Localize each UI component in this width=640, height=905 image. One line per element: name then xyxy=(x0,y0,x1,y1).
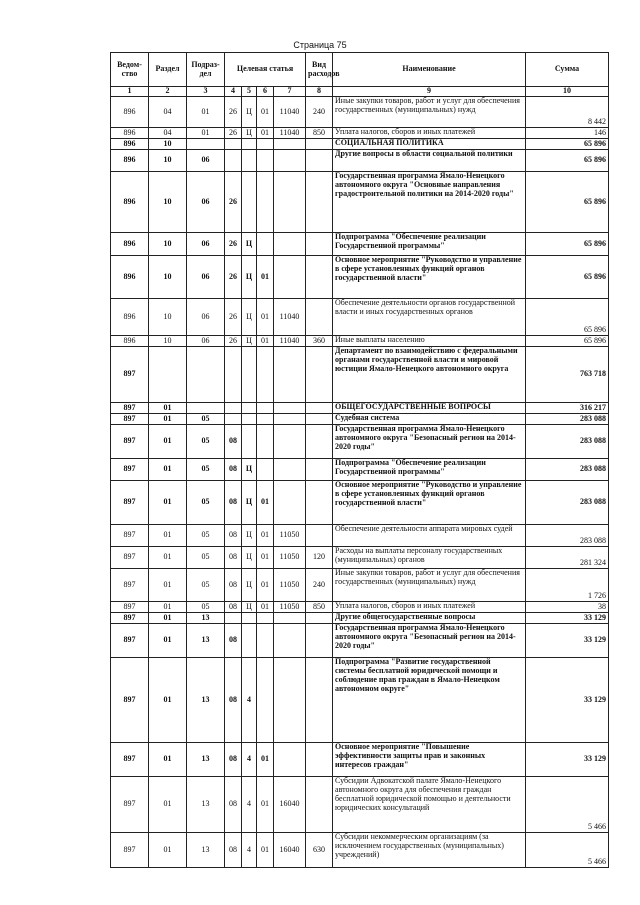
table-row xyxy=(111,481,609,525)
col-num: 1 xyxy=(111,87,149,97)
cell-expense-type xyxy=(306,624,333,658)
cell-section: 01 xyxy=(149,569,187,602)
cell-direction xyxy=(274,658,306,743)
cell-expense-type xyxy=(306,139,333,150)
cell-activity xyxy=(257,425,274,459)
cell-subprogram: Ц xyxy=(242,547,257,569)
cell-direction xyxy=(274,139,306,150)
table-row xyxy=(111,425,609,459)
cell-direction xyxy=(274,613,306,624)
cell-direction: 11050 xyxy=(274,547,306,569)
table-row xyxy=(111,777,609,833)
cell-dept: 897 xyxy=(111,481,149,525)
cell-program: 08 xyxy=(225,624,242,658)
header-row xyxy=(111,53,609,87)
cell-name: Государственная программа Ямало-Ненецкого автономного округа "Безопасный регион на 2014-2020 годы" xyxy=(333,624,526,658)
cell-program xyxy=(225,150,242,172)
cell-direction: 11050 xyxy=(274,525,306,547)
cell-dept: 897 xyxy=(111,403,149,414)
cell-dept: 897 xyxy=(111,547,149,569)
col-num: 9 xyxy=(333,87,526,97)
cell-dept: 897 xyxy=(111,624,149,658)
cell-direction: 11050 xyxy=(274,602,306,613)
cell-dept: 897 xyxy=(111,414,149,425)
cell-expense-type xyxy=(306,658,333,743)
cell-section: 01 xyxy=(149,613,187,624)
cell-name: Подпрограмма "Развитие государственной системы бесплатной юридической помощи и соблюдение прав граждан в Ямало-Ненецком автономном округе" xyxy=(333,658,526,743)
cell-program: 08 xyxy=(225,459,242,481)
col-num: 7 xyxy=(274,87,306,97)
cell-expense-type xyxy=(306,743,333,777)
cell-expense-type xyxy=(306,256,333,299)
cell-section: 10 xyxy=(149,299,187,336)
cell-sum: 65 896 xyxy=(526,336,609,347)
table-row xyxy=(111,459,609,481)
cell-subsection: 01 xyxy=(187,128,225,139)
cell-section xyxy=(149,347,187,403)
cell-program xyxy=(225,139,242,150)
cell-activity xyxy=(257,403,274,414)
cell-dept: 897 xyxy=(111,459,149,481)
table-row xyxy=(111,414,609,425)
cell-subsection: 06 xyxy=(187,336,225,347)
cell-dept: 897 xyxy=(111,833,149,868)
cell-expense-type xyxy=(306,481,333,525)
cell-section: 04 xyxy=(149,128,187,139)
cell-direction xyxy=(274,233,306,256)
cell-subprogram xyxy=(242,172,257,233)
cell-dept: 897 xyxy=(111,743,149,777)
cell-subsection: 06 xyxy=(187,299,225,336)
cell-sum: 33 129 xyxy=(526,743,609,777)
cell-expense-type xyxy=(306,299,333,336)
table-row xyxy=(111,833,609,868)
table-row xyxy=(111,347,609,403)
cell-section: 01 xyxy=(149,525,187,547)
header-expense-type: Вид расходов xyxy=(306,53,333,87)
cell-program: 26 xyxy=(225,256,242,299)
table-row xyxy=(111,525,609,547)
table-row xyxy=(111,403,609,414)
cell-sum: 283 088 xyxy=(526,414,609,425)
cell-program xyxy=(225,403,242,414)
cell-sum: 5 466 xyxy=(526,833,609,868)
cell-subprogram xyxy=(242,414,257,425)
cell-program: 08 xyxy=(225,569,242,602)
cell-dept: 896 xyxy=(111,233,149,256)
cell-program: 26 xyxy=(225,97,242,128)
cell-subsection: 06 xyxy=(187,233,225,256)
cell-activity xyxy=(257,347,274,403)
cell-sum: 8 442 xyxy=(526,97,609,128)
cell-sum: 283 088 xyxy=(526,525,609,547)
cell-sum: 283 088 xyxy=(526,481,609,525)
cell-name: Подпрограмма "Обеспечение реализации Государственной программы" xyxy=(333,233,526,256)
table-row xyxy=(111,336,609,347)
cell-dept: 897 xyxy=(111,425,149,459)
cell-activity xyxy=(257,459,274,481)
cell-subsection: 05 xyxy=(187,602,225,613)
cell-subsection: 05 xyxy=(187,525,225,547)
cell-sum: 38 xyxy=(526,602,609,613)
cell-subsection xyxy=(187,139,225,150)
table-row xyxy=(111,233,609,256)
cell-sum: 65 896 xyxy=(526,172,609,233)
cell-name: Государственная программа Ямало-Ненецкого автономного округа "Безопасный регион на 2014-2020 годы" xyxy=(333,425,526,459)
cell-dept: 897 xyxy=(111,569,149,602)
cell-name: Иные выплаты населению xyxy=(333,336,526,347)
cell-name: Другие общегосударственные вопросы xyxy=(333,613,526,624)
table-row xyxy=(111,658,609,743)
cell-section: 01 xyxy=(149,425,187,459)
cell-direction xyxy=(274,150,306,172)
cell-section: 10 xyxy=(149,172,187,233)
cell-sum: 33 129 xyxy=(526,658,609,743)
cell-sum: 283 088 xyxy=(526,459,609,481)
column-number-row xyxy=(111,87,609,97)
cell-subprogram: Ц xyxy=(242,256,257,299)
cell-name: Иные закупки товаров, работ и услуг для обеспечения государственных (муниципальных) нужд xyxy=(333,97,526,128)
cell-name: Обеспечение деятельности аппарата мировых судей xyxy=(333,525,526,547)
cell-name: Департамент по взаимодействию с федеральными органами государственной власти и мировой юстиции Ямало-Ненецкого автономного округа xyxy=(333,347,526,403)
cell-dept: 896 xyxy=(111,150,149,172)
table-row xyxy=(111,139,609,150)
table-row xyxy=(111,172,609,233)
cell-sum: 65 896 xyxy=(526,233,609,256)
cell-dept: 896 xyxy=(111,172,149,233)
cell-subsection: 05 xyxy=(187,481,225,525)
cell-direction: 16040 xyxy=(274,833,306,868)
budget-table xyxy=(110,52,609,868)
cell-program xyxy=(225,414,242,425)
col-num: 3 xyxy=(187,87,225,97)
cell-subsection: 05 xyxy=(187,547,225,569)
cell-name: Расходы на выплаты персоналу государственных (муниципальных) органов xyxy=(333,547,526,569)
cell-activity xyxy=(257,172,274,233)
cell-section: 10 xyxy=(149,336,187,347)
cell-sum: 316 217 xyxy=(526,403,609,414)
cell-section: 01 xyxy=(149,403,187,414)
cell-dept: 897 xyxy=(111,777,149,833)
cell-expense-type xyxy=(306,525,333,547)
cell-name: Субсидии некоммерческим организациям (за исключением государственных (муниципальных) учреждений) xyxy=(333,833,526,868)
cell-activity xyxy=(257,139,274,150)
cell-section: 01 xyxy=(149,459,187,481)
cell-sum: 1 726 xyxy=(526,569,609,602)
cell-program: 26 xyxy=(225,172,242,233)
cell-section: 01 xyxy=(149,833,187,868)
cell-activity: 01 xyxy=(257,299,274,336)
table-row xyxy=(111,624,609,658)
cell-sum: 146 xyxy=(526,128,609,139)
cell-section: 10 xyxy=(149,139,187,150)
cell-activity: 01 xyxy=(257,97,274,128)
cell-subprogram: Ц xyxy=(242,128,257,139)
cell-expense-type: 240 xyxy=(306,97,333,128)
cell-expense-type xyxy=(306,414,333,425)
cell-name: Субсидии Адвокатской палате Ямало-Ненецкого автономного округа для обеспечения граждан бесплатной юридической помощью и деятельности юридических консультаций xyxy=(333,777,526,833)
cell-subprogram: Ц xyxy=(242,299,257,336)
cell-direction: 11040 xyxy=(274,336,306,347)
cell-subsection: 05 xyxy=(187,414,225,425)
cell-direction xyxy=(274,481,306,525)
col-num: 8 xyxy=(306,87,333,97)
col-num: 6 xyxy=(257,87,274,97)
cell-subprogram: Ц xyxy=(242,569,257,602)
cell-dept: 897 xyxy=(111,613,149,624)
header-dept: Ведом-ство xyxy=(111,53,149,87)
cell-subprogram: Ц xyxy=(242,336,257,347)
cell-subsection: 13 xyxy=(187,613,225,624)
cell-section: 10 xyxy=(149,233,187,256)
cell-dept: 896 xyxy=(111,256,149,299)
col-num: 4 xyxy=(225,87,242,97)
cell-direction xyxy=(274,403,306,414)
table-row xyxy=(111,602,609,613)
table-row xyxy=(111,128,609,139)
cell-dept: 897 xyxy=(111,602,149,613)
cell-activity xyxy=(257,150,274,172)
cell-direction: 16040 xyxy=(274,777,306,833)
cell-direction xyxy=(274,624,306,658)
table-row xyxy=(111,613,609,624)
cell-subprogram xyxy=(242,347,257,403)
cell-direction: 11050 xyxy=(274,569,306,602)
cell-direction: 11040 xyxy=(274,128,306,139)
cell-subsection: 06 xyxy=(187,150,225,172)
cell-direction: 11040 xyxy=(274,97,306,128)
cell-program: 08 xyxy=(225,743,242,777)
cell-subsection: 05 xyxy=(187,459,225,481)
cell-subprogram: Ц xyxy=(242,525,257,547)
cell-expense-type xyxy=(306,347,333,403)
cell-expense-type xyxy=(306,233,333,256)
cell-expense-type: 630 xyxy=(306,833,333,868)
cell-direction xyxy=(274,425,306,459)
cell-activity: 01 xyxy=(257,743,274,777)
cell-dept: 896 xyxy=(111,139,149,150)
cell-expense-type xyxy=(306,403,333,414)
cell-section: 10 xyxy=(149,150,187,172)
cell-program: 26 xyxy=(225,336,242,347)
cell-dept: 897 xyxy=(111,658,149,743)
cell-program: 08 xyxy=(225,525,242,547)
cell-subprogram: Ц xyxy=(242,233,257,256)
cell-expense-type xyxy=(306,777,333,833)
cell-program: 08 xyxy=(225,833,242,868)
table-row xyxy=(111,743,609,777)
cell-activity: 01 xyxy=(257,602,274,613)
cell-subprogram: 4 xyxy=(242,777,257,833)
cell-activity xyxy=(257,233,274,256)
page-number: Страница 75 xyxy=(293,40,347,50)
cell-activity: 01 xyxy=(257,547,274,569)
cell-direction xyxy=(274,414,306,425)
cell-direction: 11040 xyxy=(274,299,306,336)
table-row xyxy=(111,97,609,128)
cell-name: Основное мероприятие "Руководство и управление в сфере установленных функций органов государственной власти" xyxy=(333,481,526,525)
cell-subsection: 01 xyxy=(187,97,225,128)
cell-expense-type: 850 xyxy=(306,128,333,139)
cell-activity xyxy=(257,613,274,624)
cell-sum: 65 896 xyxy=(526,139,609,150)
cell-activity: 01 xyxy=(257,777,274,833)
cell-name: Судебная система xyxy=(333,414,526,425)
cell-dept: 896 xyxy=(111,97,149,128)
header-section: Раздел xyxy=(149,53,187,87)
cell-subsection xyxy=(187,403,225,414)
cell-sum: 33 129 xyxy=(526,613,609,624)
cell-subprogram: Ц xyxy=(242,97,257,128)
cell-activity: 01 xyxy=(257,569,274,602)
cell-activity xyxy=(257,414,274,425)
cell-name: Другие вопросы в области социальной политики xyxy=(333,150,526,172)
col-num: 10 xyxy=(526,87,609,97)
cell-section: 01 xyxy=(149,481,187,525)
cell-subsection: 05 xyxy=(187,425,225,459)
cell-name: Основное мероприятие "Руководство и управление в сфере установленных функций органов государственной власти" xyxy=(333,256,526,299)
cell-program: 08 xyxy=(225,547,242,569)
cell-subsection xyxy=(187,347,225,403)
cell-activity: 01 xyxy=(257,128,274,139)
cell-sum: 281 324 xyxy=(526,547,609,569)
cell-name: Государственная программа Ямало-Ненецкого автономного округа "Основные направления градостроительной политики на 2014-2020 годы" xyxy=(333,172,526,233)
cell-name: Уплата налогов, сборов и иных платежей xyxy=(333,128,526,139)
cell-subsection: 13 xyxy=(187,833,225,868)
header-subsection: Подраз-дел xyxy=(187,53,225,87)
cell-subprogram: Ц xyxy=(242,481,257,525)
table-row xyxy=(111,569,609,602)
table-row xyxy=(111,150,609,172)
cell-subsection: 13 xyxy=(187,624,225,658)
cell-expense-type: 850 xyxy=(306,602,333,613)
cell-direction xyxy=(274,743,306,777)
table-row xyxy=(111,256,609,299)
cell-expense-type xyxy=(306,172,333,233)
cell-section: 04 xyxy=(149,97,187,128)
cell-section: 01 xyxy=(149,547,187,569)
cell-name: ОБЩЕГОСУДАРСТВЕННЫЕ ВОПРОСЫ xyxy=(333,403,526,414)
cell-subsection: 06 xyxy=(187,172,225,233)
cell-sum: 283 088 xyxy=(526,425,609,459)
col-num: 2 xyxy=(149,87,187,97)
cell-subprogram: Ц xyxy=(242,602,257,613)
cell-subsection: 13 xyxy=(187,743,225,777)
cell-subsection: 13 xyxy=(187,658,225,743)
cell-sum: 763 718 xyxy=(526,347,609,403)
cell-activity: 01 xyxy=(257,525,274,547)
cell-section: 10 xyxy=(149,256,187,299)
header-target-item: Целевая статья xyxy=(225,53,306,87)
table-row xyxy=(111,547,609,569)
cell-activity xyxy=(257,624,274,658)
cell-sum: 65 896 xyxy=(526,299,609,336)
cell-dept: 897 xyxy=(111,347,149,403)
cell-sum: 5 466 xyxy=(526,777,609,833)
cell-subsection: 13 xyxy=(187,777,225,833)
cell-dept: 896 xyxy=(111,336,149,347)
cell-program: 26 xyxy=(225,128,242,139)
cell-subsection: 05 xyxy=(187,569,225,602)
cell-section: 01 xyxy=(149,602,187,613)
cell-subprogram xyxy=(242,139,257,150)
cell-dept: 897 xyxy=(111,525,149,547)
cell-program xyxy=(225,613,242,624)
cell-subsection: 06 xyxy=(187,256,225,299)
cell-program: 08 xyxy=(225,602,242,613)
cell-subprogram: 4 xyxy=(242,833,257,868)
cell-name: Уплата налогов, сборов и иных платежей xyxy=(333,602,526,613)
cell-sum: 33 129 xyxy=(526,624,609,658)
cell-direction xyxy=(274,459,306,481)
cell-subprogram xyxy=(242,613,257,624)
header-name: Наименование xyxy=(333,53,526,87)
cell-sum: 65 896 xyxy=(526,256,609,299)
cell-dept: 896 xyxy=(111,128,149,139)
cell-section: 01 xyxy=(149,743,187,777)
cell-expense-type xyxy=(306,150,333,172)
cell-section: 01 xyxy=(149,414,187,425)
cell-expense-type: 240 xyxy=(306,569,333,602)
cell-subprogram: Ц xyxy=(242,459,257,481)
cell-dept: 896 xyxy=(111,299,149,336)
cell-subprogram: 4 xyxy=(242,743,257,777)
cell-expense-type xyxy=(306,425,333,459)
cell-name: Обеспечение деятельности органов государственной власти и иных государственных органов xyxy=(333,299,526,336)
col-num: 5 xyxy=(242,87,257,97)
cell-name: Подпрограмма "Обеспечение реализации Государственной программы" xyxy=(333,459,526,481)
cell-activity xyxy=(257,658,274,743)
cell-section: 01 xyxy=(149,658,187,743)
cell-name: Иные закупки товаров, работ и услуг для обеспечения государственных (муниципальных) нужд xyxy=(333,569,526,602)
cell-subprogram xyxy=(242,403,257,414)
cell-sum: 65 896 xyxy=(526,150,609,172)
cell-program: 08 xyxy=(225,658,242,743)
cell-name: Основное мероприятие "Повышение эффективности защиты прав и законных интересов граждан" xyxy=(333,743,526,777)
cell-expense-type: 120 xyxy=(306,547,333,569)
cell-expense-type xyxy=(306,613,333,624)
cell-subprogram: 4 xyxy=(242,658,257,743)
cell-program: 26 xyxy=(225,299,242,336)
cell-section: 01 xyxy=(149,624,187,658)
cell-program: 08 xyxy=(225,425,242,459)
cell-activity: 01 xyxy=(257,256,274,299)
cell-activity: 01 xyxy=(257,481,274,525)
cell-direction xyxy=(274,256,306,299)
header-sum: Сумма xyxy=(526,53,609,87)
table-row xyxy=(111,299,609,336)
cell-subprogram xyxy=(242,425,257,459)
cell-program: 26 xyxy=(225,233,242,256)
cell-activity: 01 xyxy=(257,833,274,868)
cell-direction xyxy=(274,172,306,233)
cell-direction xyxy=(274,347,306,403)
cell-program xyxy=(225,347,242,403)
cell-name: СОЦИАЛЬНАЯ ПОЛИТИКА xyxy=(333,139,526,150)
cell-expense-type: 360 xyxy=(306,336,333,347)
cell-program: 08 xyxy=(225,777,242,833)
cell-subprogram xyxy=(242,624,257,658)
cell-expense-type xyxy=(306,459,333,481)
cell-activity: 01 xyxy=(257,336,274,347)
cell-section: 01 xyxy=(149,777,187,833)
cell-subprogram xyxy=(242,150,257,172)
cell-program: 08 xyxy=(225,481,242,525)
